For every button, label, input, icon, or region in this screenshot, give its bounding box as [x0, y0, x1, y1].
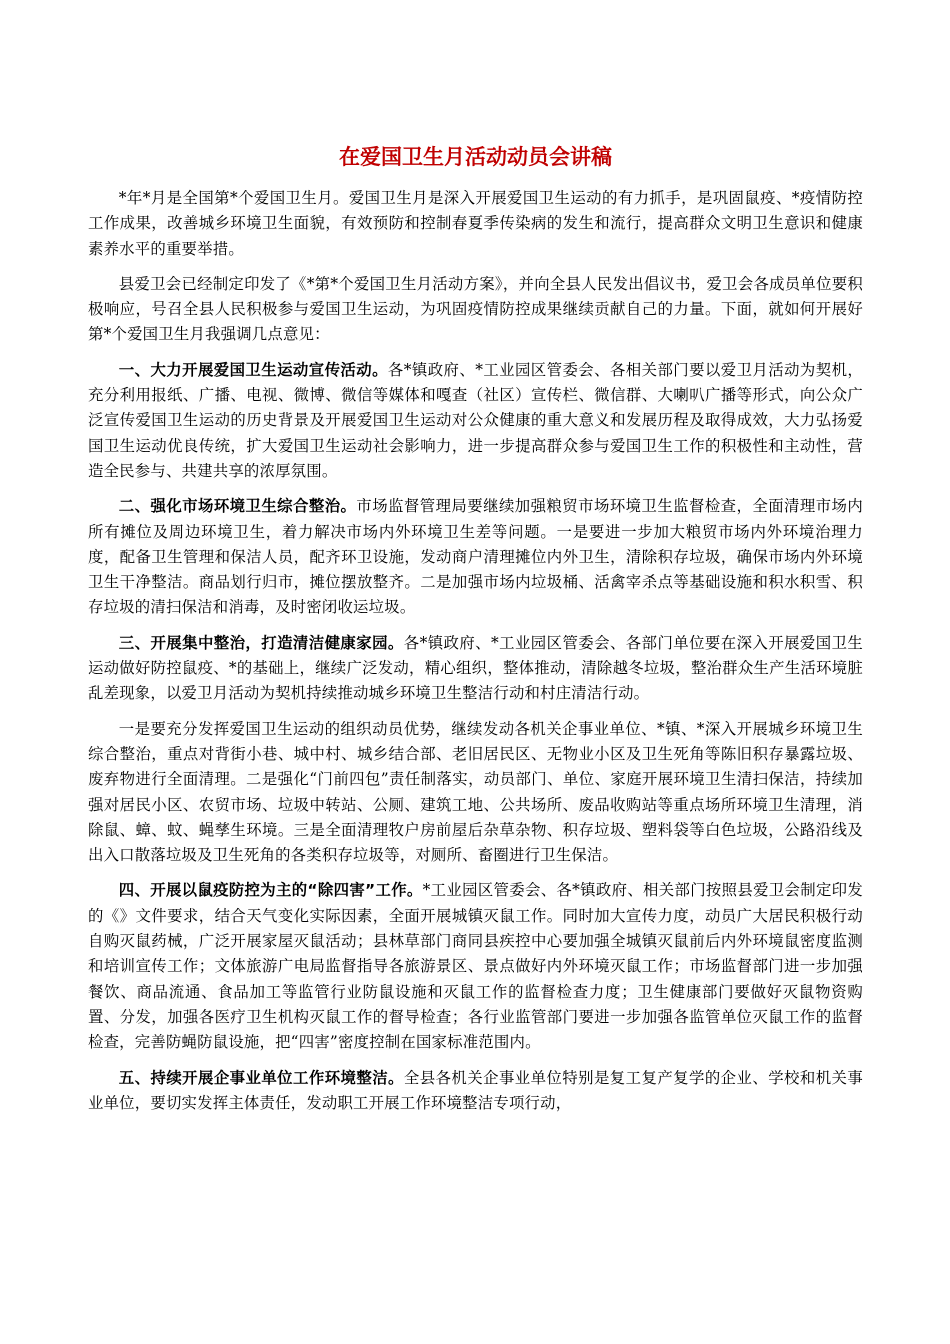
paragraph: [88, 878, 863, 1055]
document-page: [88, 140, 863, 1126]
paragraph-text: 各*镇政府、*工业园区管委会、各部门单位要在深入开展爱国卫生运动做好防控鼠疫、*的基础上，继续广泛发动，精心组织，整体推动，清除越冬垃圾，整治群众生产生活环境脏乱差现象，以爱卫月活动为契机持续推动城乡环境卫生整洁行动和村庄清洁行动。: [88, 633, 863, 703]
paragraph-heading: 五、持续开展企事业单位工作环境整洁。: [118, 1068, 404, 1087]
paragraph: [88, 186, 863, 262]
paragraph-heading: 三、开展集中整治，打造清洁健康家园。: [118, 633, 404, 652]
paragraph: [88, 631, 863, 707]
paragraph: [88, 494, 863, 620]
paragraph-text: *工业园区管委会、各*镇政府、相关部门按照县爱卫会制定印发的《》文件要求，结合天气变化实际因素，全面开展城镇灭鼠工作。同时加大宣传力度，动员广大居民积极行动自购灭鼠药械，广泛开展家屋灭鼠活动；县林草部门商同县疾控中心要加强全城镇灭鼠前后内外环境鼠密度监测和培训宣传工作；文体旅游广电局监督指导各旅游景区、景点做好内外环境灭鼠工作；市场监督部门进一步加强餐饮、商品流通、食品加工等监管行业防鼠设施和灭鼠工作的监督检查力度；卫生健康部门要做好灭鼠物资购置、分发，加强各医疗卫生机构灭鼠工作的督导检查；各行业监管部门要进一步加强各监管单位灭鼠工作的监督检查，完善防蝇防鼠设施，把“四害”密度控制在国家标准范围内。: [88, 881, 863, 1052]
paragraph: [88, 272, 863, 348]
paragraph-text: 全县各机关企事业单位特别是复工复产复学的企业、学校和机关事业单位，要切实发挥主体责任，发动职工开展工作环境整洁专项行动，: [88, 1068, 863, 1112]
paragraph-heading: 四、开展以鼠疫防控为主的“除四害”工作。: [118, 881, 423, 900]
paragraph-text: 市场监督管理局要继续加强粮贸市场环境卫生监督检查，全面清理市场内所有摊位及周边环境卫生，着力解决市场内外环境卫生差等问题。一是要进一步加大粮贸市场内外环境治理力度，配备卫生管理和保洁人员，配齐环卫设施，发动商户清理摊位内外卫生，清除积存垃圾，确保市场内外环境卫生干净整洁。商品划行归市，摊位摆放整齐。二是加强市场内垃圾桶、活禽宰杀点等基础设施和积水积雪、积存垃圾的清扫保洁和消毒，及时密闭收运垃圾。: [88, 497, 863, 617]
paragraph-text: 县爱卫会已经制定印发了《*第*个爱国卫生月活动方案》，并向全县人民发出倡议书，爱卫会各成员单位要积极响应，号召全县人民积极参与爱国卫生运动，为巩固疫情防控成果继续贡献自己的力量。下面，就如何开展好第*个爱国卫生月我强调几点意见：: [88, 274, 863, 344]
paragraph: [88, 717, 863, 869]
paragraph: [88, 1066, 863, 1117]
document-title: 在爱国卫生月活动动员会讲稿: [339, 145, 612, 169]
paragraph-text: *年*月是全国第*个爱国卫生月。爱国卫生月是深入开展爱国卫生运动的有力抓手，是巩固鼠疫、*疫情防控工作成果，改善城乡环境卫生面貌，有效预防和控制春夏季传染病的发生和流行，提高群众文明卫生意识和健康素养水平的重要举措。: [88, 189, 863, 258]
paragraph-text: 一是要充分发挥爱国卫生运动的组织动员优势，继续发动各机关企事业单位、*镇、*深入开展城乡环境卫生综合整治，重点对背街小巷、城中村、城乡结合部、老旧居民区、无物业小区及卫生死角等陈旧积存暴露垃圾、废弃物进行全面清理。二是强化“门前四包”责任制落实，动员部门、单位、家庭开展环境卫生清扫保洁，持续加强对居民小区、农贸市场、垃圾中转站、公厕、建筑工地、公共场所、废品收购站等重点场所环境卫生清理，消除鼠、蟑、蚊、蝇孳生环境。三是全面清理牧户房前屋后杂草杂物、积存垃圾、塑料袋等白色垃圾，公路沿线及出入口散落垃圾及卫生死角的各类积存垃圾等，对厕所、畜圈进行卫生保洁。: [88, 719, 863, 865]
paragraph-text: 各*镇政府、*工业园区管委会、各相关部门要以爱卫月活动为契机，充分利用报纸、广播、电视、微博、微信等媒体和嘎查（社区）宣传栏、微信群、大喇叭广播等形式，向公众广泛宣传爱国卫生运动的历史背景及开展爱国卫生运动对公众健康的重大意义和发展历程及取得成效，大力弘扬爱国卫生运动优良传统，扩大爱国卫生运动社会影响力，进一步提高群众参与爱国卫生工作的积极性和主动性，营造全民参与、共建共享的浓厚氛围。: [88, 360, 863, 480]
paragraph: [88, 358, 863, 484]
paragraph-heading: 一、大力开展爱国卫生运动宣传活动。: [118, 360, 388, 379]
paragraph-heading: 二、强化市场环境卫生综合整治。: [118, 497, 357, 516]
